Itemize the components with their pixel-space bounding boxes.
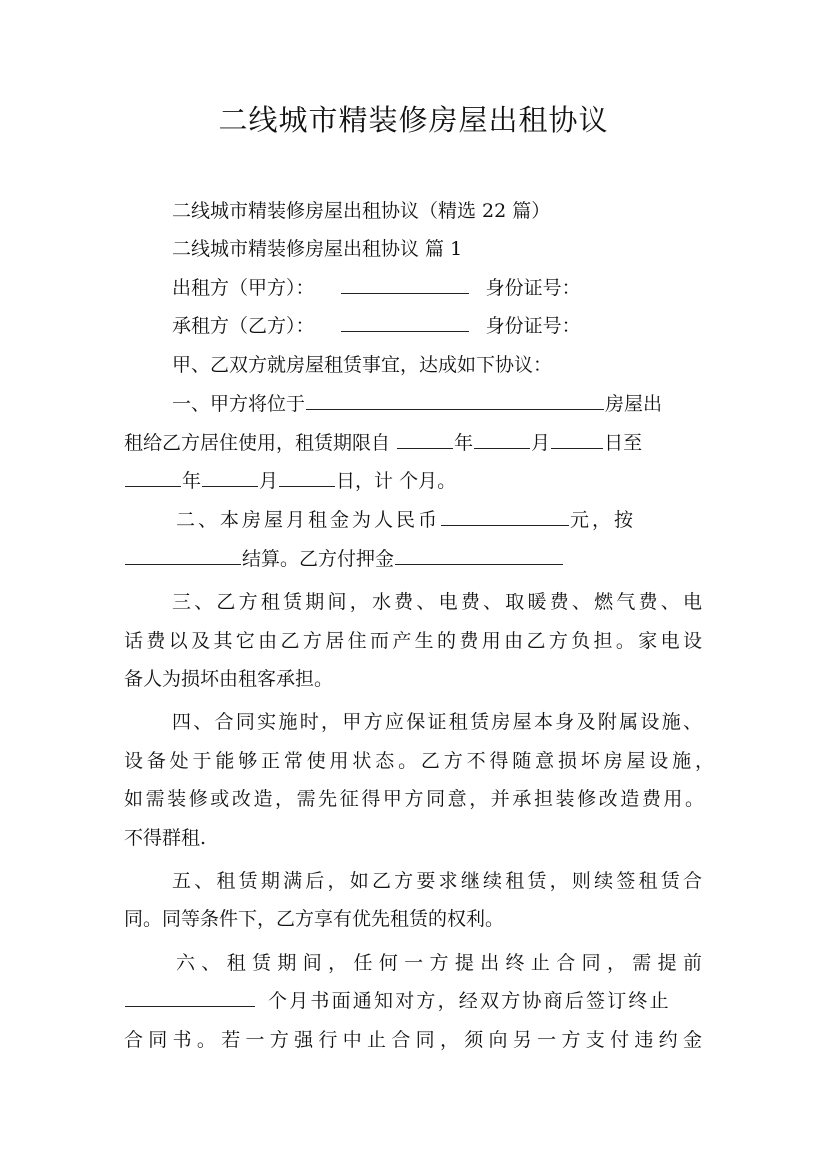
lessor-name-blank bbox=[341, 271, 469, 294]
notice-months-blank bbox=[125, 984, 255, 1007]
clause-4-line-2: 设备处于能够正常使用状态。乙方不得随意损坏房屋设施， bbox=[124, 750, 714, 772]
rent-amount-blank bbox=[441, 503, 569, 526]
lessee-line bbox=[172, 307, 762, 345]
start-year-blank bbox=[397, 426, 453, 449]
clause-1-line-1: 一、甲方将位于 房屋出 bbox=[172, 385, 702, 423]
clause-1-line-3: 年 月 日，计 个月。 bbox=[124, 462, 714, 500]
deposit-blank bbox=[395, 542, 563, 565]
end-year-blank bbox=[125, 464, 181, 487]
clause-4-line-4: 不得群租. bbox=[124, 827, 207, 849]
lessee-name-blank bbox=[341, 309, 469, 332]
end-month-blank bbox=[202, 464, 258, 487]
clause-1-line-2: 租给乙方居住使用，租赁期限自 年 月 日至 bbox=[124, 424, 714, 462]
subtitle-line: 二线城市精装修房屋出租协议（精选 22 篇） bbox=[172, 200, 551, 222]
clause-5-line-2: 同。同等条件下，乙方享有优先租赁的权利。 bbox=[124, 908, 505, 930]
lessor-id-label: 身份证号： bbox=[485, 277, 581, 299]
start-day-blank bbox=[551, 426, 603, 449]
document-title: 二线城市精装修房屋出租协议 bbox=[218, 103, 609, 137]
lessee-label: 承租方（乙方）： bbox=[172, 315, 315, 337]
lessee-id-label: 身份证号： bbox=[485, 315, 581, 337]
clause-2-line-2: 结算。乙方付押金 bbox=[124, 540, 714, 578]
clause-3-line-1: 三、乙方租赁期间，水费、电费、取暖费、燃气费、电 bbox=[172, 591, 702, 613]
clause-3-line-3: 备人为损坏由租客承担。 bbox=[124, 668, 334, 690]
clause-6-line-1: 六、租赁期间，任何一方提出终止合同，需提前 bbox=[176, 952, 702, 974]
chapter-heading: 二线城市精装修房屋出租协议 篇 1 bbox=[172, 238, 463, 260]
clause-5-line-1: 五、租赁期满后，如乙方要求继续租赁，则续签租赁合 bbox=[172, 870, 702, 892]
clause-6-line-3: 合同书。若一方强行中止合同，须向另一方支付违约金 bbox=[124, 1029, 702, 1051]
start-month-blank bbox=[474, 426, 530, 449]
clause-2-line-1: 二、本房屋月租金为人民币 元，按 bbox=[176, 501, 702, 539]
address-blank bbox=[306, 387, 604, 410]
payment-cycle-blank bbox=[125, 542, 241, 565]
end-day-blank bbox=[279, 464, 335, 487]
lessor-line bbox=[172, 269, 762, 307]
lessor-label: 出租方（甲方）： bbox=[172, 277, 315, 299]
clause-4-line-3: 如需装修或改造，需先征得甲方同意，并承担装修改造费用。 bbox=[124, 788, 704, 810]
clause-4-line-1: 四、合同实施时，甲方应保证租赁房屋本身及附属设施、 bbox=[172, 711, 702, 733]
clause-3-line-2: 话费以及其它由乙方居住而产生的费用由乙方负担。家电设 bbox=[124, 630, 702, 652]
clause-6-line-2: 个月书面通知对方，经双方协商后签订终止 bbox=[124, 982, 702, 1020]
agreement-intro: 甲、乙双方就房屋租赁事宜，达成如下协议： bbox=[172, 354, 553, 376]
